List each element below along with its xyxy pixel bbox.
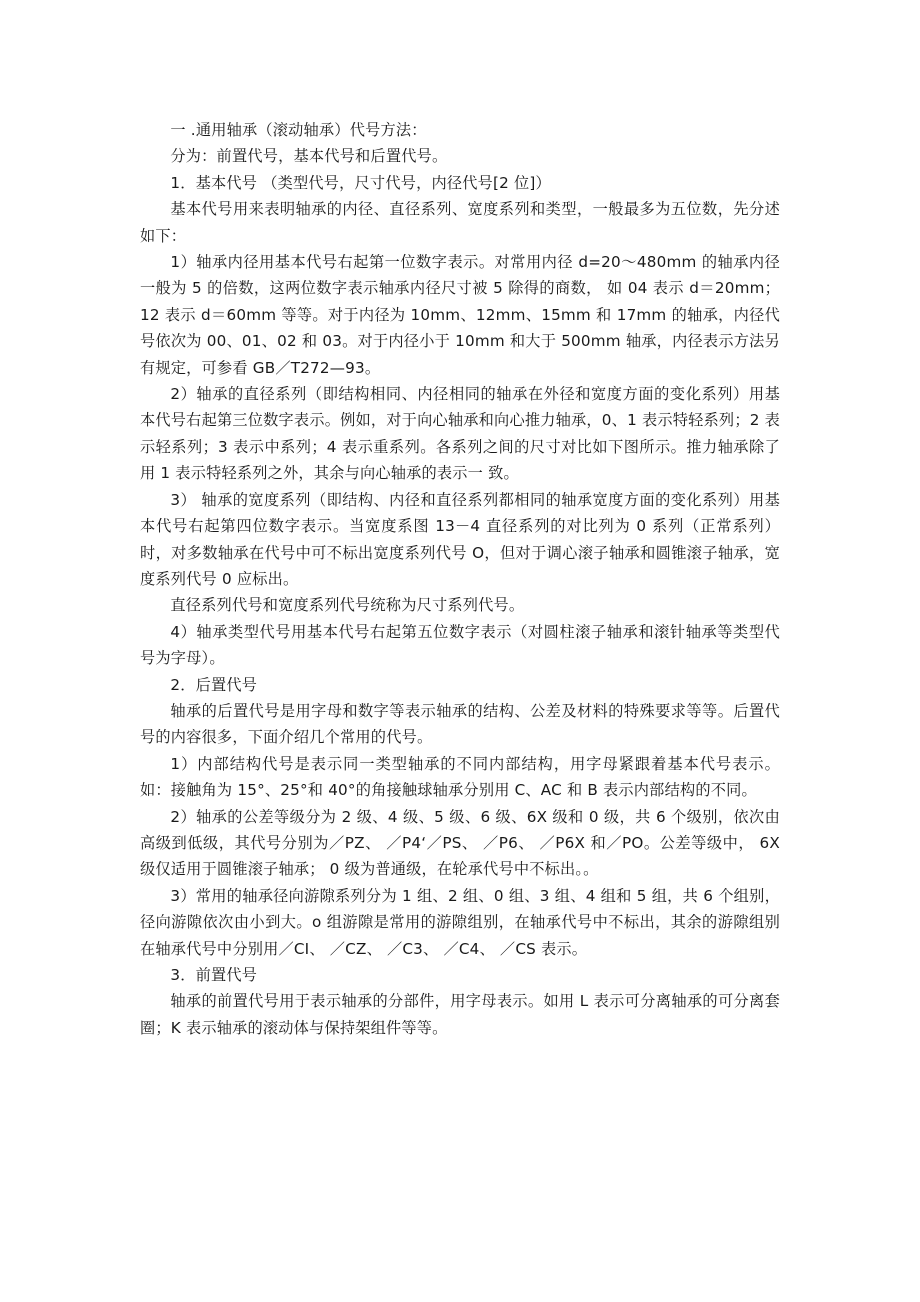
paragraph-radial-clearance: 3）常用的轴承径向游隙系列分为 1 组、2 组、0 组、3 组、4 组和 5 组，共 6 个组别，径向游隙依次由小到大。o 组游隙是常用的游隙组别，在轴承代号中不标出，其余的游隙组别在轴承代号中分别用／CI、 ／CZ、 ／C3、 ／C4、 ／CS 表示。 — [140, 886, 780, 958]
paragraph-inner-diameter: 1）轴承内径用基本代号右起第一位数字表示。对常用内径 d=20～480mm 的轴承内径一般为 5 的倍数，这两位数字表示轴承内径尺寸被 5 除得的商数， 如 04 表示 d＝20mm；12 表示 d＝60mm 等等。对于内径为 10mm、12mm、15mm 和 17mm 的轴承，内径代号依次为 00、01、02 和 03。对于内径小于 10mm 和大于 500mm 轴承，内径表示方法另有规定，可参看 GB／T272—93。 — [140, 253, 780, 377]
heading-prefix-code: 3．前置代号 — [170, 966, 258, 984]
heading-suffix-code: 2．后置代号 — [170, 675, 258, 694]
section-heading-general: 一 .通用轴承（滚动轴承）代号方法： — [170, 121, 427, 139]
heading-basic-code: 1．基本代号 （类型代号，尺寸代号，内径代号[2 位]） — [170, 173, 551, 192]
paragraph-suffix-intro: 轴承的后置代号是用字母和数字等表示轴承的结构、公差及材料的特殊要求等等。后置代号的内容很多，下面介绍几个常用的代号。 — [140, 701, 780, 747]
paragraph-bearing-type: 4）轴承类型代号用基本代号右起第五位数字表示（对圆柱滚子轴承和滚针轴承等类型代号为字母）。 — [140, 622, 780, 668]
paragraph-width-series: 3） 轴承的宽度系列（即结构、内径和直径系列都相同的轴承宽度方面的变化系列）用基本代号右起第四位数字表示。当宽度系图 13－4 直径系列的对比列为 0 系列（正常系列）时，对多数轴承在代号中可不标出宽度系列代号 O，但对于调心滚子轴承和圆锥滚子轴承，宽度系列代号 0 应标出。 — [140, 490, 780, 588]
paragraph-diameter-series: 2）轴承的直径系列（即结构相同、内径相同的轴承在外径和宽度方面的变化系列）用基本代号右起第三位数字表示。例如，对于向心轴承和向心推力轴承，0、1 表示特轻系列；2 表示轻系列；3 表示中系列；4 表示重系列。各系列之间的尺寸对比如下图所示。推力轴承除了用 1 表示特轻系列之外，其余与向心轴承的表示一 致。 — [140, 385, 780, 483]
paragraph-basic-code-intro: 基本代号用来表明轴承的内径、直径系列、宽度系列和类型，一般最多为五位数，先分述如下： — [140, 200, 780, 245]
paragraph-code-parts: 分为：前置代号，基本代号和后置代号。 — [170, 147, 448, 166]
paragraph-tolerance-grade: 2）轴承的公差等级分为 2 级、4 级、5 级、6 级、6X 级和 0 级，共 6 个级别，依次由高级到低级，其代号分别为／PZ、 ／P4‘／PS、 ／P6、 ／P6X 和／PO。公差等级中， 6X 级仅适用于圆锥滚子轴承； 0 级为普通级，在轮承代号中不标出。。 — [140, 807, 780, 879]
document-body — [140, 117, 780, 1041]
paragraph-internal-structure: 1）内部结构代号是表示同一类型轴承的不同内部结构，用字母紧跟着基本代号表示。如：接触角为 15°、25°和 40°的角接触球轴承分别用 C、AC 和 B 表示内部结构的不同。 — [140, 754, 780, 800]
paragraph-prefix-code: 轴承的前置代号用于表示轴承的分部件，用字母表示。如用 L 表示可分离轴承的可分离套圈；K 表示轴承的滚动体与保持架组件等等。 — [140, 992, 780, 1037]
paragraph-size-series: 直径系列代号和宽度系列代号统称为尺寸系列代号。 — [170, 596, 525, 615]
